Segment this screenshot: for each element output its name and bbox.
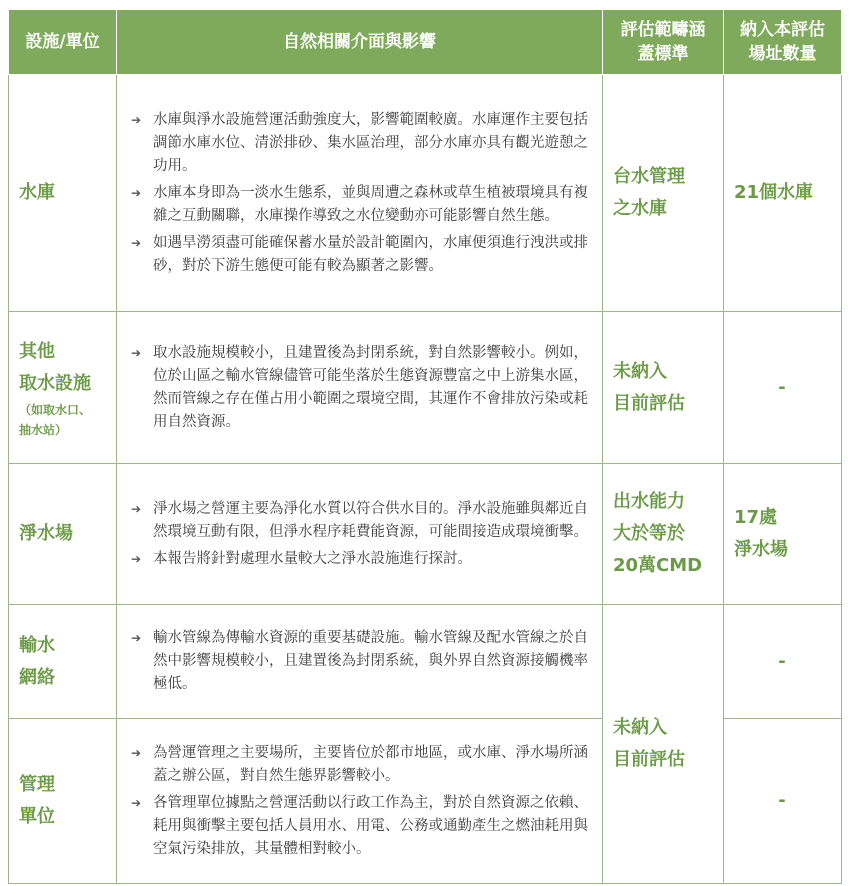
bullet-text: 淨水場之營運主要為淨化水質以符合供水目的。淨水設施雖與鄰近自然環境互動有限，但淨水程序耗費能資源，可能間接造成環境衝擊。 xyxy=(153,500,588,540)
table-row xyxy=(9,75,842,312)
scope-line: 出水能力 xyxy=(613,491,685,512)
header-scope xyxy=(603,10,724,75)
count-cell xyxy=(724,75,842,312)
description-cell xyxy=(117,75,603,312)
scope-cell xyxy=(603,312,724,464)
header-facility-label: 設施/單位 xyxy=(25,32,100,52)
header-facility xyxy=(9,10,117,75)
facility-name: 淨水場 xyxy=(19,523,73,544)
facility-subtitle: 抽水站） xyxy=(19,422,68,437)
bullet-text: 本報告將針對處理水量較大之淨水設施進行探討。 xyxy=(153,550,472,567)
header-count xyxy=(724,10,842,75)
count-value: 淨水場 xyxy=(734,539,788,560)
bullet-text: 如遇旱澇須盡可能確保蓄水量於設計範圍內，水庫便須進行洩洪或排砂，對於下游生態便可能有較為顯著之影響。 xyxy=(153,234,588,274)
facility-subtitle: （如取水口、 xyxy=(19,402,92,417)
scope-line: 未納入 xyxy=(613,717,667,738)
facility-cell xyxy=(9,312,117,464)
bullet-text: 為營運管理之主要場所，主要皆位於都市地區，或水庫、淨水場所涵蓋之辦公區，對自然生態界影響較小。 xyxy=(153,744,588,784)
list-item xyxy=(131,548,588,571)
count-cell xyxy=(724,464,842,605)
facility-name: 管理 xyxy=(19,774,55,795)
arrow-right-icon: ➔ xyxy=(131,745,142,760)
bullet-text: 輸水管線為傳輸水資源的重要基礎設施。輸水管線及配水管線之於自然中影響規模較小，且建置後為封閉系統，與外界自然資源接觸機率極低。 xyxy=(153,630,588,692)
list-item xyxy=(131,498,588,544)
bullet-text: 水庫與淨水設施營運活動強度大，影響範圍較廣。水庫運作主要包括調節水庫水位、清淤排砂、集水區治理，部分水庫亦具有觀光遊憩之功用。 xyxy=(153,111,588,174)
scope-cell xyxy=(603,75,724,312)
arrow-right-icon: ➔ xyxy=(131,795,142,810)
facility-name: 單位 xyxy=(19,806,55,827)
list-item xyxy=(131,109,588,178)
scope-cell xyxy=(603,464,724,605)
facility-cell xyxy=(9,75,117,312)
list-item xyxy=(131,627,588,696)
facility-name: 網絡 xyxy=(19,666,55,688)
count-value: - xyxy=(778,790,786,811)
scope-line: 20萬CMD xyxy=(613,555,703,576)
arrow-right-icon: ➔ xyxy=(131,501,142,516)
facility-name: 其他 xyxy=(19,340,55,362)
arrow-right-icon: ➔ xyxy=(131,631,142,645)
scope-line: 之水庫 xyxy=(613,198,667,219)
list-item xyxy=(131,342,588,434)
facility-name: 水庫 xyxy=(19,182,55,203)
facility-cell xyxy=(9,719,117,884)
bullet-text: 各管理單位據點之營運活動以行政工作為主，對於自然資源之依賴、耗用與衝擊主要包括人員用水、用電、公務或通勤產生之燃油耗用與空氣污染排放，其量體相對較小。 xyxy=(153,794,588,857)
count-value: - xyxy=(778,650,786,672)
header-count-line2: 場址數量 xyxy=(748,44,817,64)
facility-cell xyxy=(9,464,117,605)
count-value: 21個水庫 xyxy=(734,182,814,203)
description-cell xyxy=(117,605,603,719)
facility-name: 輸水 xyxy=(19,634,55,656)
arrow-right-icon: ➔ xyxy=(131,345,142,360)
scope-line: 目前評估 xyxy=(613,749,685,770)
count-cell xyxy=(724,605,842,719)
description-cell xyxy=(117,312,603,464)
description-cell xyxy=(117,464,603,605)
arrow-right-icon: ➔ xyxy=(131,112,142,127)
facility-name: 取水設施 xyxy=(19,372,91,394)
header-interface xyxy=(117,10,603,75)
table-row xyxy=(9,464,842,605)
scope-line: 大於等於 xyxy=(613,523,685,544)
facility-cell xyxy=(9,605,117,719)
scope-line: 目前評估 xyxy=(613,392,685,414)
header-row xyxy=(9,10,842,75)
arrow-right-icon: ➔ xyxy=(131,551,142,566)
table-row xyxy=(9,605,842,719)
header-scope-line1: 評估範疇涵 xyxy=(620,20,706,40)
count-value: - xyxy=(778,376,786,398)
arrow-right-icon: ➔ xyxy=(131,185,142,200)
list-item xyxy=(131,792,588,861)
facility-table xyxy=(8,9,842,884)
table-row xyxy=(9,312,842,464)
arrow-right-icon: ➔ xyxy=(131,235,142,250)
bullet-text: 取水設施規模較小，且建置後為封閉系統，對自然影響較小。例如，位於山區之輸水管線儘管可能坐落於生態資源豐富之中上游集水區，然而管線之存在僅占用小範圍之環境空間，其運作不會排放污染或耗用自然資源。 xyxy=(153,344,588,430)
count-value: 17處 xyxy=(734,507,778,528)
scope-cell xyxy=(603,605,724,884)
list-item xyxy=(131,182,588,228)
header-scope-line2: 蓋標準 xyxy=(637,44,689,64)
header-count-line1: 納入本評估 xyxy=(740,20,825,40)
count-cell xyxy=(724,312,842,464)
scope-line: 未納入 xyxy=(613,360,667,382)
header-interface-label: 自然相關介面與影響 xyxy=(283,32,436,52)
list-item xyxy=(131,232,588,278)
list-item xyxy=(131,742,588,788)
scope-line: 台水管理 xyxy=(613,166,685,187)
count-cell xyxy=(724,719,842,884)
bullet-text: 水庫本身即為一淡水生態系，並與周遭之森林或草生植被環境具有複雜之互動關聯，水庫操作導致之水位變動亦可能影響自然生態。 xyxy=(153,184,588,224)
description-cell xyxy=(117,719,603,884)
